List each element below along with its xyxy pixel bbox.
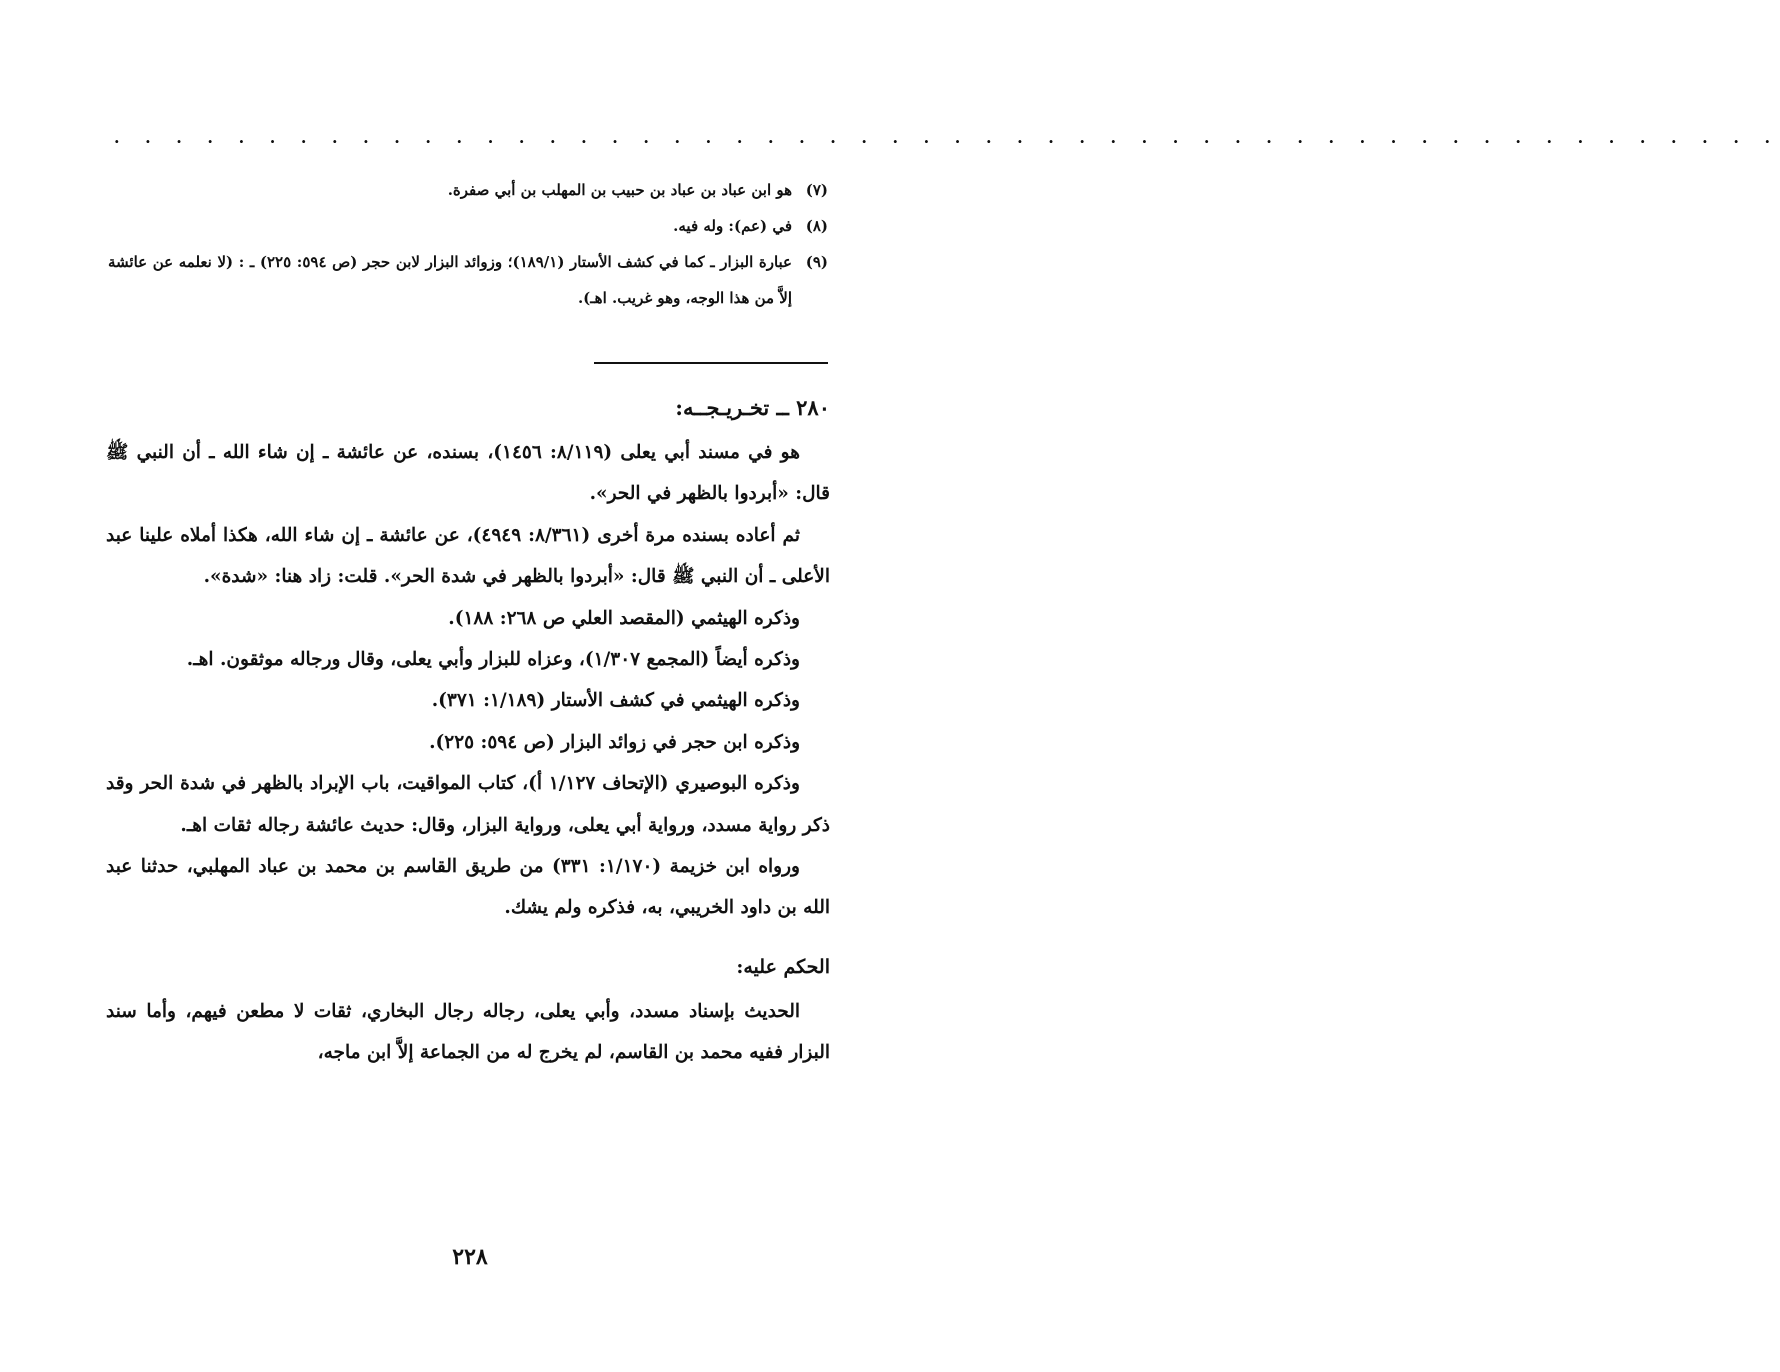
- paragraph: وذكره الهيثمي في كشف الأستار (١/١٨٩: ٣٧١).: [431, 690, 800, 712]
- footnote-text: في (عم): وله فيه.: [673, 217, 792, 235]
- section-heading: ٢٨٠ ــ تخـريـجــه:: [675, 395, 830, 420]
- paragraph: وذكره البوصيري (الإتحاف ١/١٢٧ أ)، كتاب المواقيت، باب الإبراد بالظهر في شدة الحر وقد ذكر رواية مسدد، ورواية أبي يعلى، ورواية البزار، وقال: حديث عائشة رجاله ثقات اهـ.: [106, 773, 830, 836]
- page-number: ٢٢٨: [452, 1244, 488, 1270]
- ruling-heading: الحكم عليه:: [736, 955, 830, 978]
- paragraph: وذكره الهيثمي (المقصد العلي ص ٢٦٨: ١٨٨).: [448, 607, 800, 629]
- footnote-number: (٩): [805, 253, 828, 271]
- footnote-separator-dots: . . . . . . . . . . . . . . . . . . . . . . . . . . . . . . . . . . . . . . . . . . . . . . . . . . . . . .: [114, 128, 1780, 147]
- footnote: [108, 244, 828, 316]
- paragraph: ثم أعاده بسنده مرة أخرى (٨/٣٦١: ٤٩٤٩)، عن عائشة ـ إن شاء الله، هكذا أملاه علينا عبد الأعلى ـ أن النبي ﷺ قال: «أبردوا بالظهر في شدة الحر». قلت: زاد هنا: «شدة».: [106, 524, 830, 588]
- footnote: [108, 172, 828, 208]
- main-text: [106, 388, 830, 1074]
- footnote-text: هو ابن عباد بن عباد بن حبيب بن المهلب بن أبي صفرة.: [447, 181, 792, 199]
- footnotes: [108, 172, 828, 316]
- footnote-number: (٧): [805, 181, 828, 199]
- paragraph: وذكره ابن حجر في زوائد البزار (ص ٥٩٤: ٢٢٥).: [429, 731, 800, 753]
- paragraph: وذكره أيضاً (المجمع ١/٣٠٧)، وعزاه للبزار وأبي يعلى، وقال ورجاله موثقون. اهـ.: [186, 649, 800, 671]
- footnote-text: عبارة البزار ـ كما في كشف الأستار (١٨٩/١)؛ وزوائد البزار لابن حجر (ص ٥٩٤: ٢٢٥) ـ : (لا نعلمه عن عائشة إلاَّ من هذا الوجه، وهو غريب. اهـ).: [108, 253, 793, 307]
- ruling-paragraph: الحديث بإسناد مسدد، وأبي يعلى، رجاله رجال البخاري، ثقات لا مطعن فيهم، وأما سند البزار ففيه محمد بن القاسم، لم يخرج له من الجماعة إلاَّ ابن ماجه،: [106, 1000, 830, 1064]
- paragraph: ورواه ابن خزيمة (١/١٧٠: ٣٣١) من طريق القاسم بن محمد بن عباد المهلبي، حدثنا عبد الله بن داود الخريبي، به، فذكره ولم يشك.: [106, 856, 830, 919]
- footnote: [108, 208, 828, 244]
- paragraph: هو في مسند أبي يعلى (٨/١١٩: ١٤٥٦)، بسنده، عن عائشة ـ إن شاء الله ـ أن النبي ﷺ قال: «أبردوا بالظهر في الحر».: [106, 442, 830, 505]
- section-divider: [594, 362, 828, 364]
- footnote-number: (٨): [805, 217, 828, 235]
